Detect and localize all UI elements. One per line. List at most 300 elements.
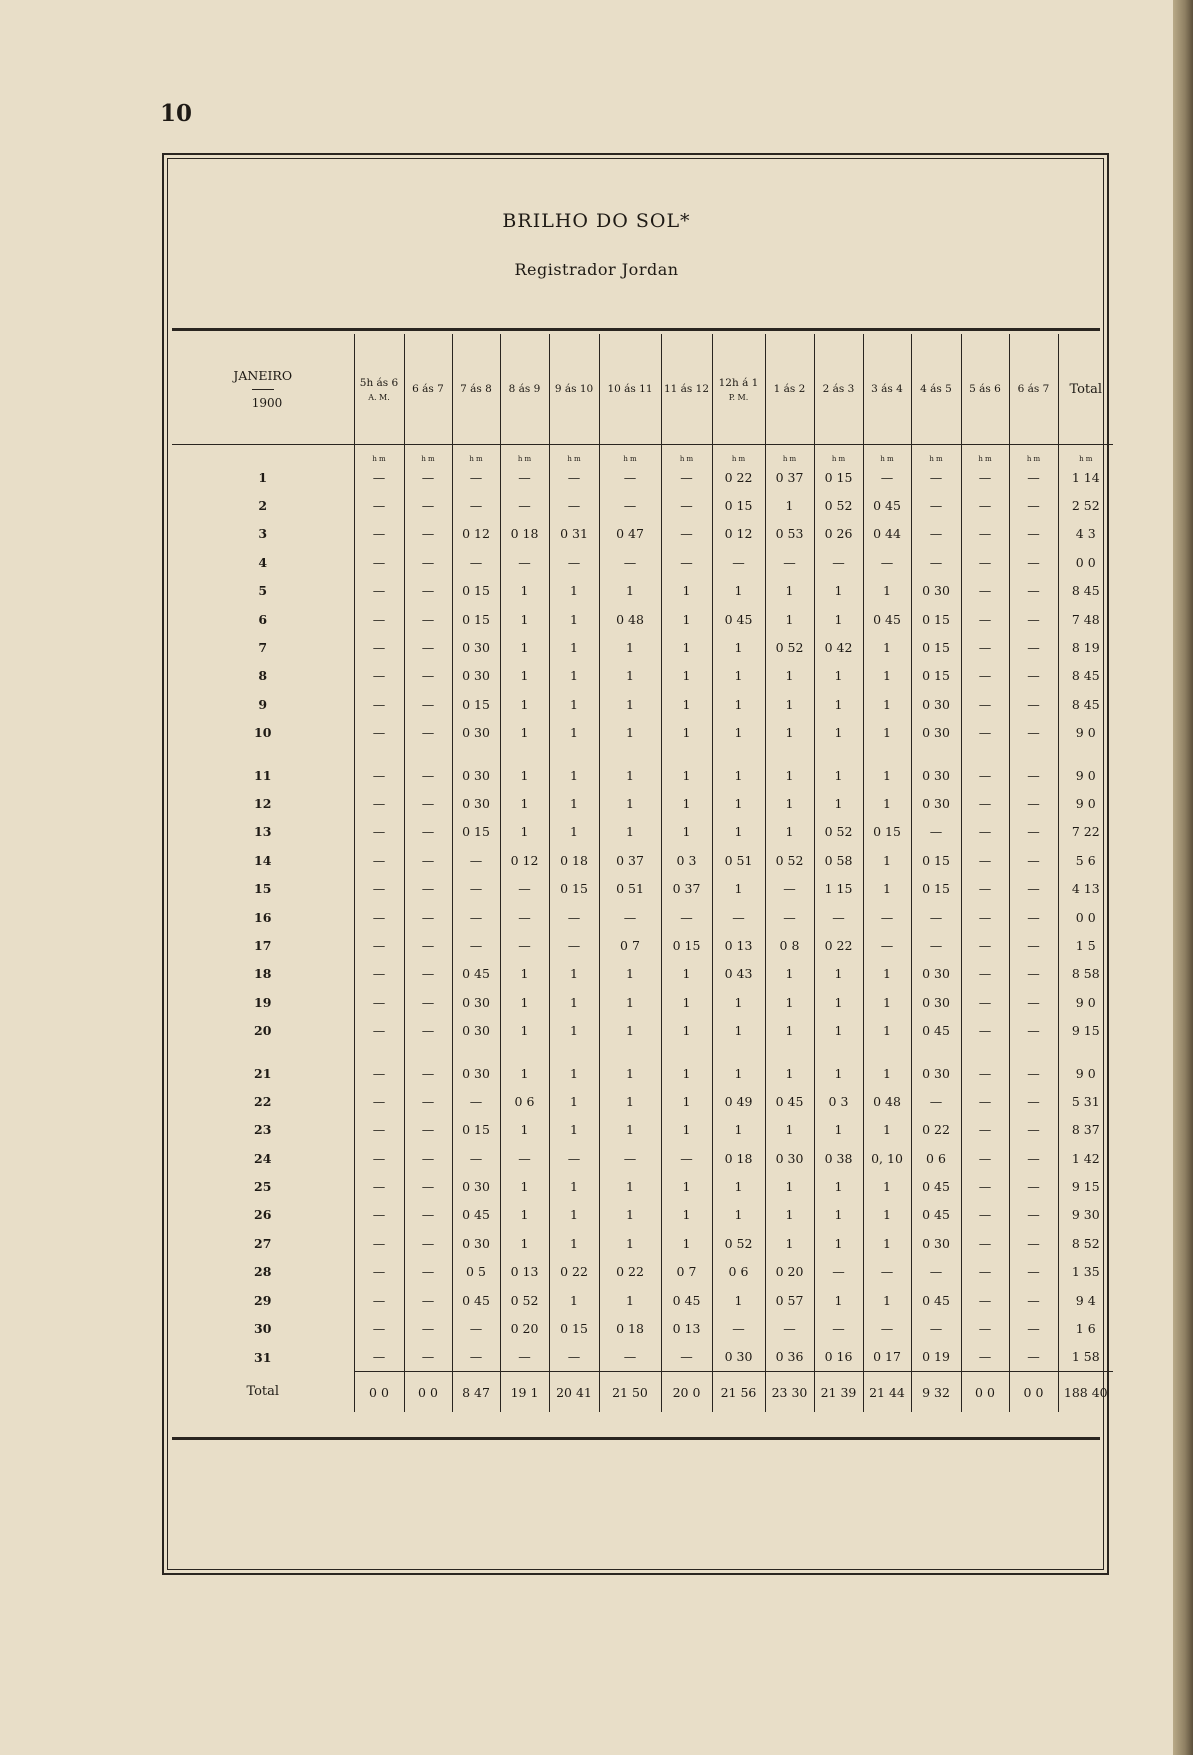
value-cell: 1 [712,1116,765,1144]
value-cell: 1 [661,1172,712,1200]
value-cell: — [1009,719,1058,747]
spacer-cell [1009,747,1058,761]
value-cell: 0 42 [814,633,863,661]
value-cell: 1 [712,874,765,902]
value-cell: 0 53 [765,520,814,548]
value-cell: 0 30 [911,1059,961,1087]
value-cell: — [814,1314,863,1342]
value-cell: — [1009,1286,1058,1314]
spacer-cell [354,747,404,761]
unit-label: h m [500,445,549,464]
value-cell: 1 [814,789,863,817]
value-cell: — [1009,1087,1058,1115]
table-row [172,633,1113,661]
value-cell: 1 [765,577,814,605]
value-cell: 1 [500,605,549,633]
column-header [354,334,404,445]
column-header-label: 11 ás 12 [663,383,710,395]
value-cell: — [1009,1116,1058,1144]
value-cell: — [712,1314,765,1342]
value-cell: — [712,903,765,931]
value-cell: 0 37 [661,874,712,902]
value-cell: — [549,1144,599,1172]
value-cell: — [404,577,452,605]
value-cell: — [549,548,599,576]
value-cell: — [911,1258,961,1286]
spacer-cell [452,1045,500,1059]
spacer-cell [404,1045,452,1059]
value-cell: 1 [863,633,911,661]
value-cell: 1 [500,1229,549,1257]
value-cell: 0 45 [765,1087,814,1115]
value-cell: 0 52 [814,491,863,519]
day-cell: 1 [258,469,268,485]
value-cell: 0 30 [452,761,500,789]
value-cell: — [354,960,404,988]
value-cell: 0 30 [911,960,961,988]
value-cell: 1 [765,1229,814,1257]
value-cell: 0 58 [814,846,863,874]
value-cell: 1 [863,577,911,605]
value-cell: — [1009,1258,1058,1286]
value-cell: — [911,931,961,959]
table-row [172,1201,1113,1229]
month-header [172,334,354,445]
value-cell: 1 [712,1059,765,1087]
value-cell: — [961,1116,1009,1144]
value-cell: — [404,761,452,789]
spacer-cell [911,747,961,761]
value-cell: 0 26 [814,520,863,548]
value-cell: 1 [712,761,765,789]
value-cell: 1 [863,1116,911,1144]
value-cell: 1 [765,1201,814,1229]
value-cell: 0 20 [765,1258,814,1286]
value-cell: — [452,491,500,519]
day-cell: 4 [258,554,268,570]
value-cell: 0 15 [863,818,911,846]
value-cell: — [765,874,814,902]
value-cell: 1 [863,1286,911,1314]
value-cell: — [661,1144,712,1172]
value-cell: — [961,633,1009,661]
value-cell: 1 [863,1016,911,1044]
column-header [1058,334,1113,445]
value-cell: 0 45 [863,605,911,633]
spacer-cell [661,747,712,761]
value-cell: 9 0 [1058,988,1113,1016]
value-cell: — [765,1314,814,1342]
value-cell: 1 [765,1016,814,1044]
total-cell: 19 1 [500,1372,549,1413]
value-cell: 8 58 [1058,960,1113,988]
spacer-cell [863,747,911,761]
spacer-cell [1009,1045,1058,1059]
value-cell: — [1009,1229,1058,1257]
value-cell: 8 52 [1058,1229,1113,1257]
value-cell: — [404,846,452,874]
day-cell: 14 [254,852,272,868]
value-cell: — [354,491,404,519]
value-cell: — [354,1229,404,1257]
value-cell: 1 [661,633,712,661]
spacer-cell [172,1045,354,1059]
page-title: BRILHO DO SOL* [502,210,691,232]
day-cell: 8 [258,668,268,684]
spacer-cell [452,747,500,761]
value-cell: — [863,548,911,576]
value-cell: 8 45 [1058,577,1113,605]
value-cell: 9 0 [1058,719,1113,747]
value-cell: 0 30 [452,1172,500,1200]
value-cell: 1 [549,761,599,789]
day-cell: 18 [254,966,272,982]
day-cell: 2 [258,498,268,514]
value-cell: 0 52 [712,1229,765,1257]
spacer-cell [814,747,863,761]
value-cell: 1 [814,690,863,718]
value-cell: — [863,903,911,931]
value-cell: — [354,719,404,747]
value-cell: 1 [549,1286,599,1314]
value-cell: 0 30 [911,761,961,789]
value-cell: 0 30 [452,1229,500,1257]
value-cell: — [961,1059,1009,1087]
value-cell: 1 [863,960,911,988]
value-cell: — [354,1016,404,1044]
value-cell: 9 30 [1058,1201,1113,1229]
value-cell: — [452,463,500,491]
value-cell: 1 [599,1016,661,1044]
value-cell: 1 [661,662,712,690]
value-cell: — [404,1314,452,1342]
unit-label: h m [863,445,911,464]
total-row [172,1372,1113,1413]
value-cell: 0 15 [452,690,500,718]
value-cell: — [765,903,814,931]
value-cell: — [1009,690,1058,718]
value-cell: — [452,1144,500,1172]
value-cell: 1 [863,719,911,747]
value-cell: 0 45 [863,491,911,519]
table-row [172,463,1113,491]
value-cell: — [599,1144,661,1172]
value-cell: 1 [500,719,549,747]
value-cell: — [863,931,911,959]
value-cell: 0 6 [712,1258,765,1286]
value-cell: 0 30 [452,719,500,747]
value-cell: — [961,463,1009,491]
value-cell: 1 [549,960,599,988]
value-cell: — [1009,789,1058,817]
value-cell: — [404,818,452,846]
value-cell: — [354,789,404,817]
value-cell: 0 19 [911,1343,961,1372]
value-cell: 1 [814,1286,863,1314]
table-row [172,605,1113,633]
spacer-cell [814,1045,863,1059]
value-cell: — [354,874,404,902]
value-cell: 0 38 [814,1144,863,1172]
value-cell: — [549,463,599,491]
value-cell: 0 15 [452,605,500,633]
value-cell: 0 43 [712,960,765,988]
value-cell: 1 [765,761,814,789]
value-cell: — [500,931,549,959]
value-cell: — [404,690,452,718]
value-cell: 1 [765,491,814,519]
value-cell: — [354,818,404,846]
unit-label: h m [599,445,661,464]
value-cell: 1 42 [1058,1144,1113,1172]
value-cell: 1 [549,633,599,661]
value-cell: 1 [599,1229,661,1257]
value-cell: 1 [863,1172,911,1200]
value-cell: 1 [814,761,863,789]
value-cell: — [961,1201,1009,1229]
spacer-cell [549,1045,599,1059]
day-cell: 10 [254,725,272,741]
value-cell: — [961,1144,1009,1172]
value-cell: — [404,1172,452,1200]
value-cell: 0 30 [765,1144,814,1172]
value-cell: 1 [712,1286,765,1314]
unit-label: h m [661,445,712,464]
value-cell: 4 3 [1058,520,1113,548]
day-cell: 13 [254,824,272,840]
month-label: JANEIRO [233,368,293,383]
value-cell: 1 [863,1059,911,1087]
value-cell: 1 [661,605,712,633]
value-cell: 9 15 [1058,1172,1113,1200]
value-cell: 0 6 [500,1087,549,1115]
value-cell: 1 [500,690,549,718]
value-cell: — [961,988,1009,1016]
value-cell: 1 5 [1058,931,1113,959]
table-row [172,520,1113,548]
value-cell: 1 35 [1058,1258,1113,1286]
value-cell: 1 [599,988,661,1016]
value-cell: — [354,605,404,633]
table-row [172,874,1113,902]
value-cell: 1 [661,1116,712,1144]
value-cell: 0 13 [712,931,765,959]
value-cell: — [354,1343,404,1372]
spacer-cell [599,1045,661,1059]
value-cell: — [404,1059,452,1087]
value-cell: — [814,548,863,576]
value-cell: — [404,1343,452,1372]
value-cell: 1 [712,818,765,846]
value-cell: — [549,491,599,519]
value-cell: — [404,1201,452,1229]
value-cell: — [911,463,961,491]
value-cell: — [961,846,1009,874]
value-cell: 2 52 [1058,491,1113,519]
value-cell: 0 36 [765,1343,814,1372]
table-row [172,846,1113,874]
value-cell: 1 [500,1172,549,1200]
value-cell: 0 30 [452,1059,500,1087]
value-cell: 0 22 [712,463,765,491]
value-cell: 1 [500,1059,549,1087]
value-cell: — [599,1343,661,1372]
value-cell: — [599,491,661,519]
value-cell: 0 52 [765,633,814,661]
value-cell: 1 [500,1116,549,1144]
column-header [500,334,549,445]
row-spacer [172,747,1113,761]
value-cell: 1 [661,1059,712,1087]
table-row [172,1016,1113,1044]
value-cell: 0 30 [911,577,961,605]
value-cell: 0 30 [911,690,961,718]
value-cell: — [404,789,452,817]
value-cell: — [661,548,712,576]
value-cell: — [354,463,404,491]
value-cell: 1 [765,789,814,817]
total-cell: 8 47 [452,1372,500,1413]
value-cell: 1 [765,1172,814,1200]
value-cell: 0 30 [911,988,961,1016]
value-cell: 1 [661,1229,712,1257]
value-cell: — [500,1144,549,1172]
value-cell: — [661,1343,712,1372]
value-cell: 1 [599,1087,661,1115]
value-cell: — [549,903,599,931]
value-cell: 1 [863,846,911,874]
value-cell: 1 [863,761,911,789]
value-cell: 1 [661,577,712,605]
value-cell: — [354,1258,404,1286]
value-cell: 0 45 [452,960,500,988]
spacer-cell [549,747,599,761]
value-cell: 1 [814,1172,863,1200]
value-cell: 1 [599,818,661,846]
value-cell: 1 [863,690,911,718]
value-cell: 1 [765,719,814,747]
value-cell: 1 [599,662,661,690]
value-cell: 7 48 [1058,605,1113,633]
table-row [172,1116,1113,1144]
value-cell: 1 [599,690,661,718]
value-cell: 1 [599,789,661,817]
day-cell: 5 [258,583,268,599]
value-cell: 1 [599,761,661,789]
value-cell: 1 [712,690,765,718]
value-cell: — [1009,548,1058,576]
column-header-label: 6 ás 7 [1017,383,1050,395]
value-cell: 0 22 [599,1258,661,1286]
value-cell: 0 45 [911,1016,961,1044]
value-cell: 1 [712,633,765,661]
day-cell: 9 [258,696,268,712]
value-cell: 0 15 [911,605,961,633]
total-cell: 21 44 [863,1372,911,1413]
value-cell: 0 52 [814,818,863,846]
value-cell: — [911,520,961,548]
day-cell: 22 [254,1093,272,1109]
value-cell: 9 4 [1058,1286,1113,1314]
day-cell: 20 [254,1023,272,1039]
value-cell: — [961,520,1009,548]
total-cell: 0 0 [961,1372,1009,1413]
day-cell: 19 [254,994,272,1010]
value-cell: — [452,903,500,931]
value-cell: 0 45 [712,605,765,633]
value-cell: — [500,903,549,931]
value-cell: 4 13 [1058,874,1113,902]
value-cell: — [863,1314,911,1342]
value-cell: 1 15 [814,874,863,902]
value-cell: — [1009,662,1058,690]
day-cell: 16 [254,909,272,925]
table-row [172,548,1113,576]
table-row [172,903,1113,931]
value-cell: — [404,1116,452,1144]
value-cell: 0 22 [814,931,863,959]
value-cell: — [404,719,452,747]
value-cell: — [452,1314,500,1342]
value-cell: — [1009,463,1058,491]
day-cell: 12 [254,795,272,811]
value-cell: — [961,1172,1009,1200]
value-cell: 0 30 [452,633,500,661]
spacer-cell [765,747,814,761]
value-cell: 1 [500,960,549,988]
value-cell: — [961,903,1009,931]
value-cell: 0 15 [452,577,500,605]
value-cell: 0 30 [452,662,500,690]
value-cell: 1 14 [1058,463,1113,491]
unit-label: h m [549,445,599,464]
value-cell: 0 45 [452,1286,500,1314]
total-cell: 0 0 [1009,1372,1058,1413]
value-cell: — [404,463,452,491]
spacer-cell [712,747,765,761]
value-cell: 8 19 [1058,633,1113,661]
column-header-label: 5h ás 6 [359,376,399,389]
value-cell: 0 22 [911,1116,961,1144]
value-cell: — [661,491,712,519]
value-cell: 1 [863,874,911,902]
column-header-period: A. M. [368,392,390,402]
unit-label: h m [354,445,404,464]
day-cell: 26 [254,1207,272,1223]
value-cell: — [500,463,549,491]
value-cell: 1 [765,818,814,846]
spacer-cell [500,1045,549,1059]
value-cell: 1 [863,789,911,817]
value-cell: — [961,662,1009,690]
value-cell: 0 30 [712,1343,765,1372]
value-cell: 0 45 [661,1286,712,1314]
value-cell: — [765,548,814,576]
table-row [172,1314,1113,1342]
value-cell: 9 0 [1058,789,1113,817]
value-cell: — [404,988,452,1016]
total-cell: 0 0 [354,1372,404,1413]
value-cell: 0 12 [500,846,549,874]
spacer-cell [1058,747,1113,761]
value-cell: 1 [661,1016,712,1044]
value-cell: 1 [500,761,549,789]
value-cell: 0 7 [661,1258,712,1286]
value-cell: 1 [814,605,863,633]
day-cell: 17 [254,937,272,953]
value-cell: — [961,789,1009,817]
value-cell: 0 6 [911,1144,961,1172]
